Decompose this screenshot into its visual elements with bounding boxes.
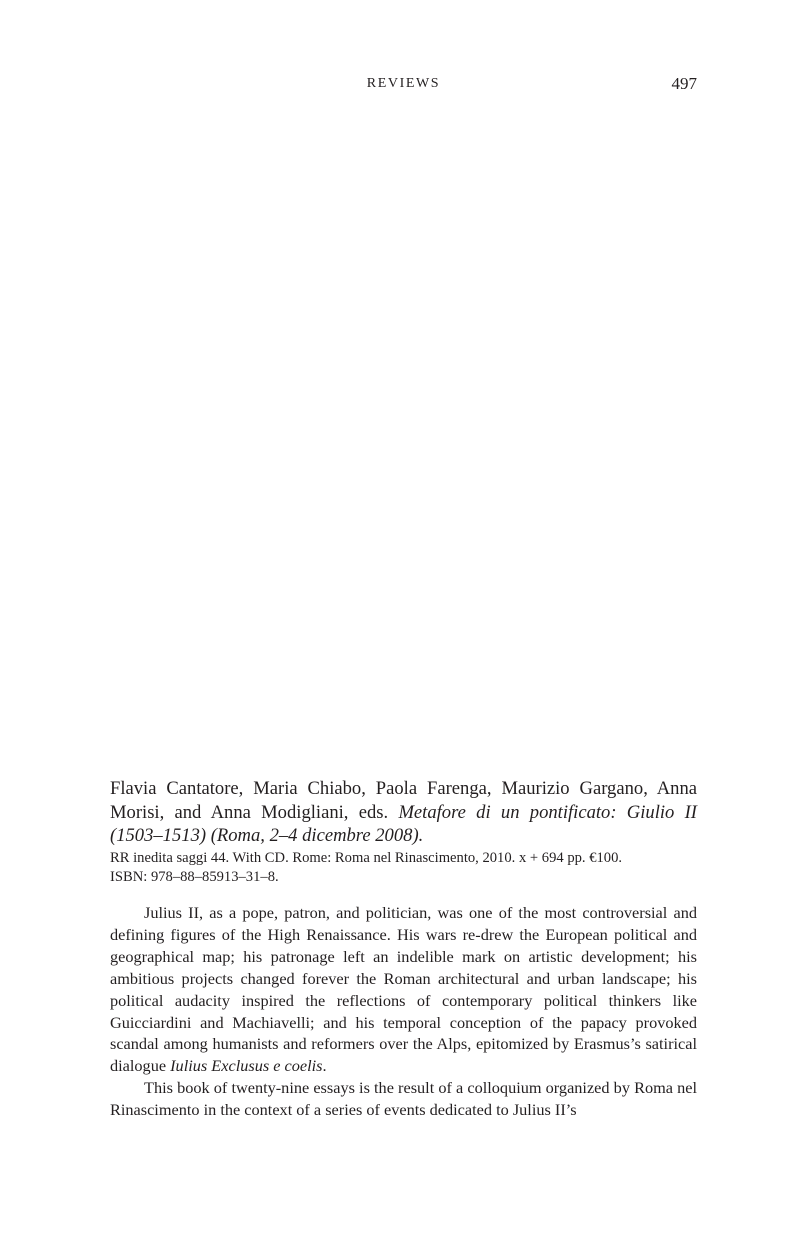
page-number: 497 [671, 74, 697, 93]
citation-isbn: ISBN: 978–88–85913–31–8. [110, 869, 279, 885]
citation-publication-info [110, 849, 697, 888]
citation-title: Metafore di un pontificato: Giulio II (1503–1513) (Roma, 2–4 dicembre 2008). [110, 801, 697, 846]
paragraph-1-cited-title: Iulius Exclusus e coelis [170, 1056, 323, 1076]
paragraph-2: This book of twenty-nine essays is the result of a colloquium organized by Roma nel Rinascimento in the context of a series of events dedicated to Julius II’s [110, 1078, 697, 1120]
paragraph-1 [110, 902, 697, 1077]
running-head [110, 74, 697, 96]
running-title: REVIEWS [366, 76, 441, 91]
paragraph-1-text: Julius II, as a pope, patron, and politician, was one of the most controversial and defining figures of the High Renaissance. His wars re-drew the European political and geographical map; his patronage left an indelible mark on artistic development; his ambitious projects changed forever the Roman architectural and urban landscape; his political audacity inspired the reflections of contemporary political thinkers like Guicciardini and Machiavelli; and his temporal conception of the papacy provoked scandal among humanists and reformers over the Alps, epitomized by Erasmus’s satirical dialogue [110, 903, 697, 1076]
citation-publication: RR inedita saggi 44. With CD. Rome: Roma nel Rinascimento, 2010. x + 694 pp. €100. [110, 849, 623, 866]
paragraph-1-end: . [322, 1056, 327, 1076]
review-body [110, 902, 697, 1121]
citation-heading [110, 777, 697, 848]
book-citation [110, 777, 697, 888]
citation-authors: Flavia Cantatore, Maria Chiabo, Paola Farenga, Maurizio Gargano, Anna Morisi, and Anna Modigliani, eds. [110, 778, 697, 823]
